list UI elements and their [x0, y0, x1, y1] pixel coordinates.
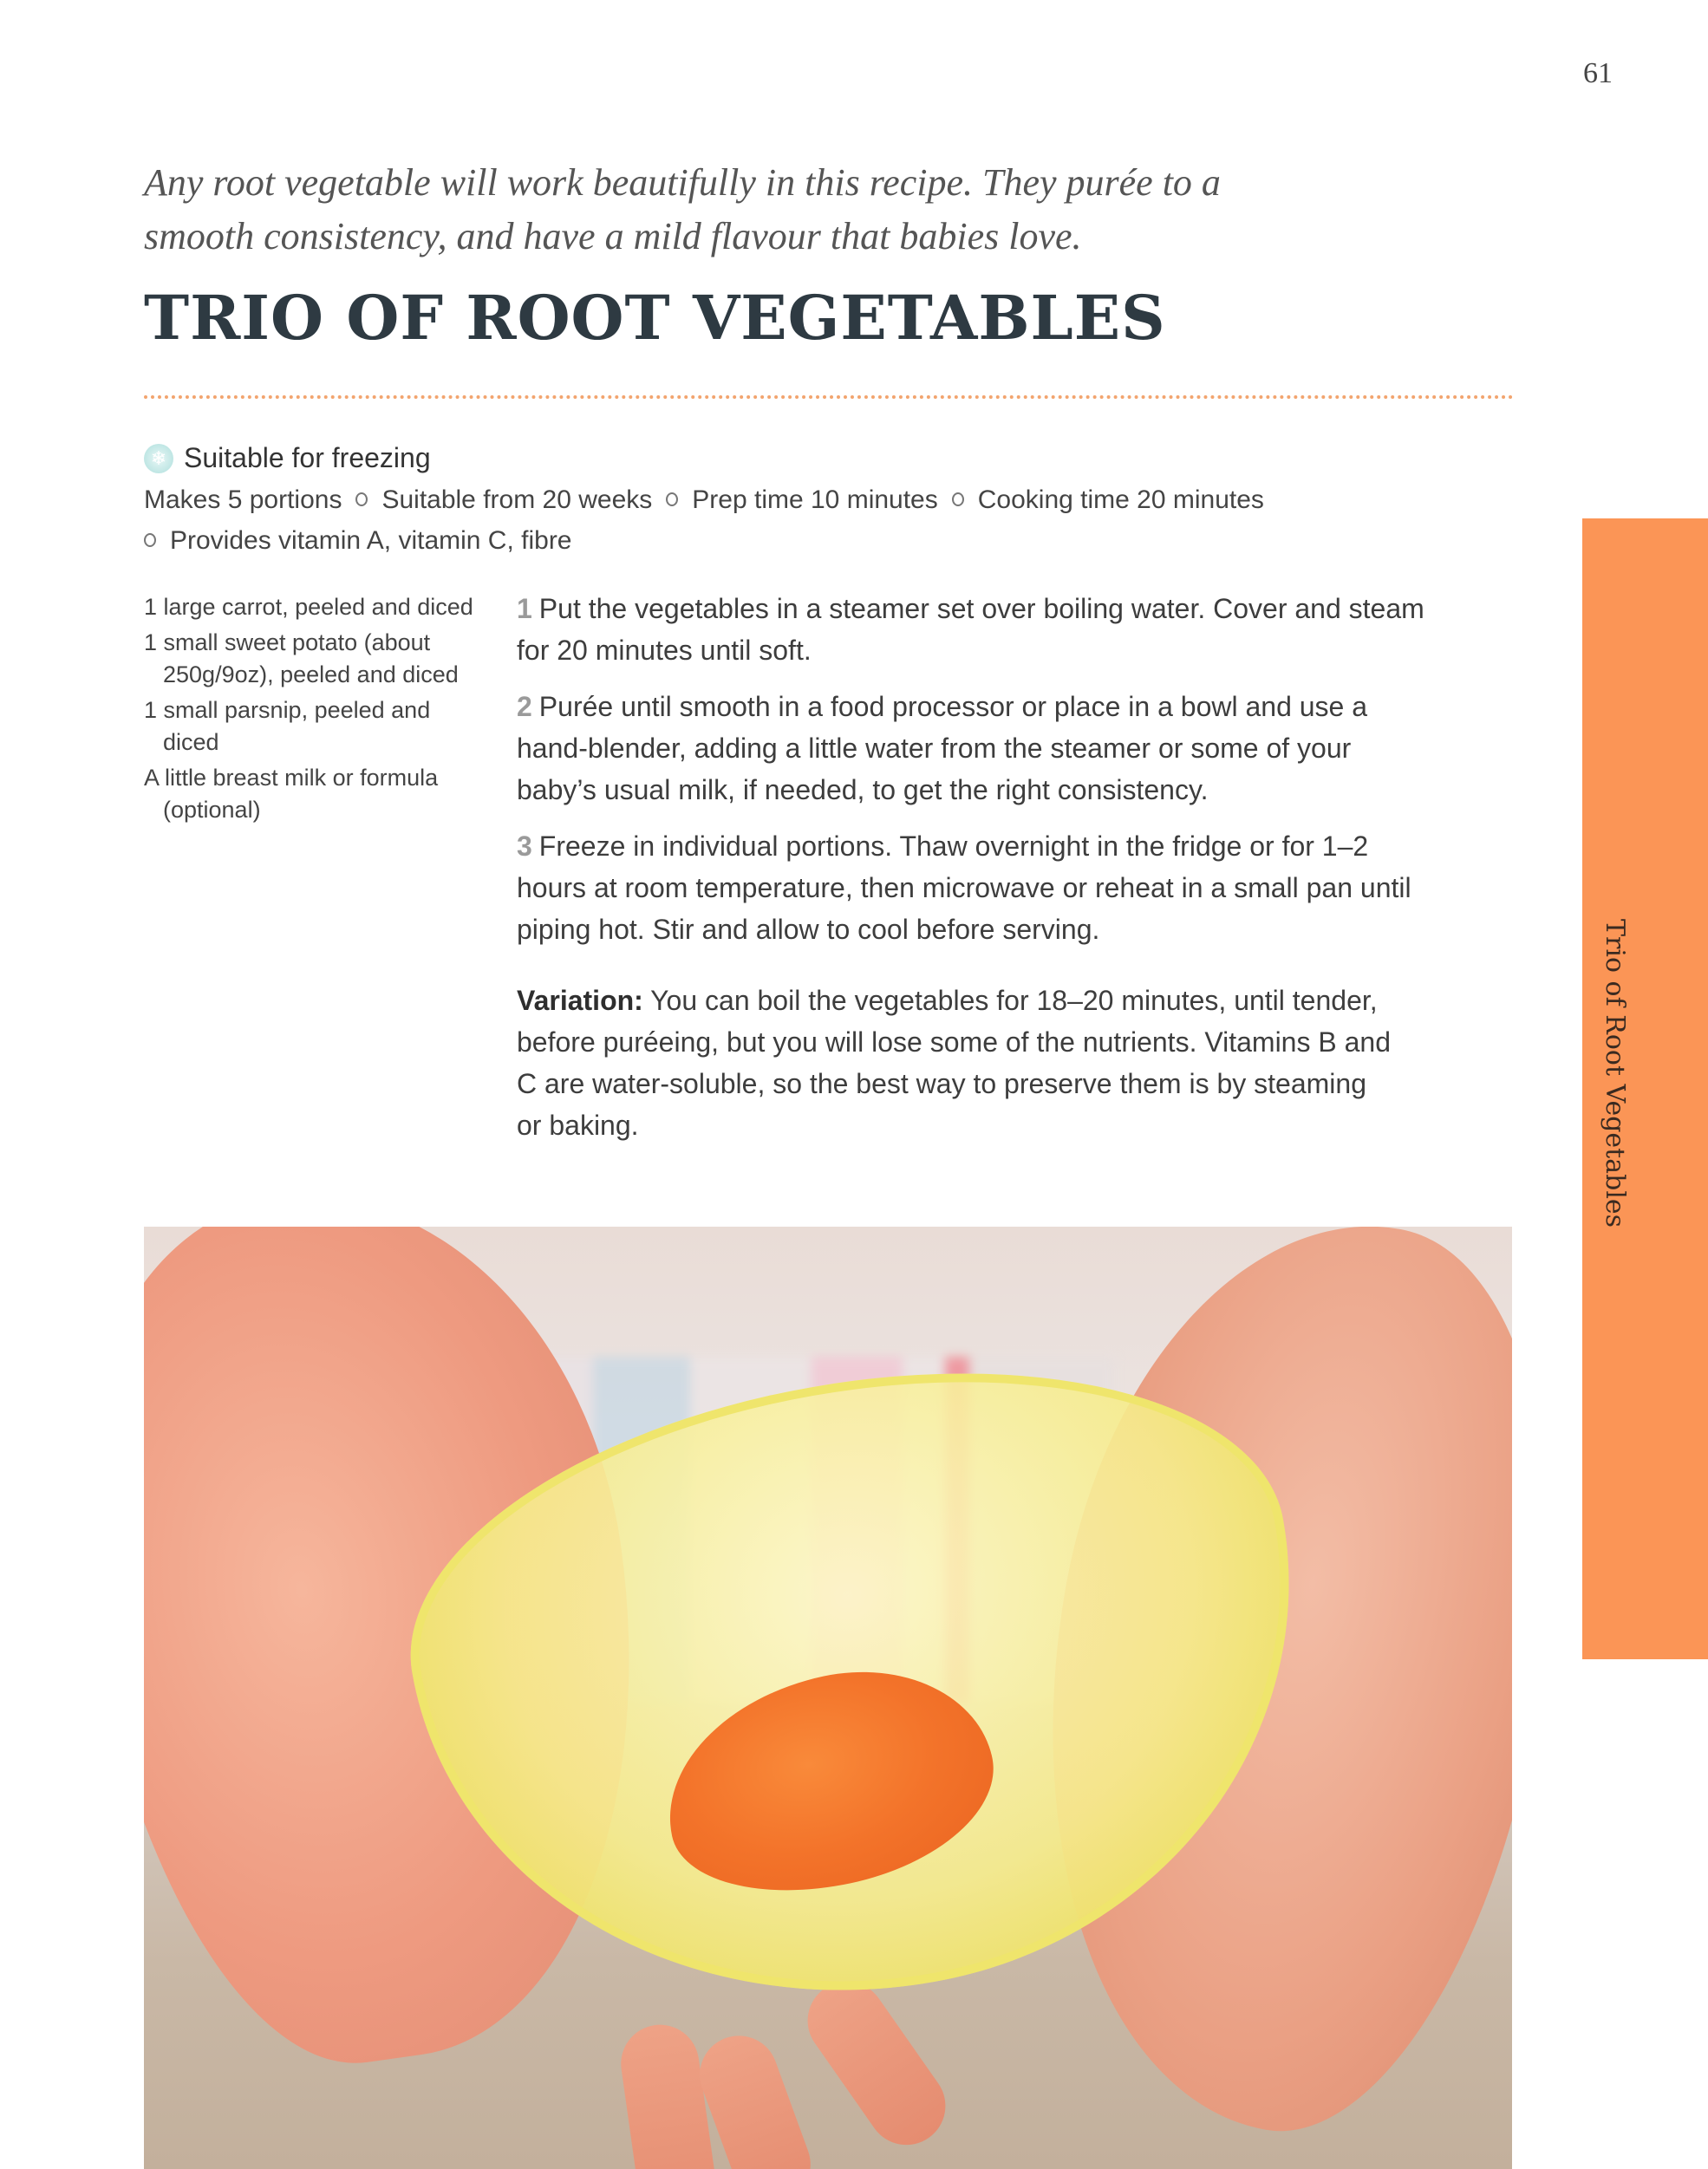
dotted-divider — [144, 395, 1514, 399]
photo-finger — [792, 1966, 961, 2160]
step-text: Purée until smooth in a food processor or place in a bowl and use a hand-blender, adding a little water from the steamer or some of your baby’s usual milk, if needed, to get the right consistency. — [517, 691, 1368, 805]
freezing-note — [144, 442, 431, 474]
freezing-label: Suitable for freezing — [184, 442, 431, 473]
step-number: 2 — [517, 691, 532, 722]
method-steps — [517, 588, 1427, 965]
recipe-meta — [144, 479, 1375, 561]
bullet-icon — [666, 492, 678, 506]
ingredient-item: A little breast milk or formula (optional) — [144, 765, 439, 823]
meta-portions: Makes 5 portions — [144, 485, 342, 514]
method-step — [517, 588, 1427, 671]
bullet-icon — [355, 492, 368, 506]
recipe-intro: Any root vegetable will work beautifully in this recipe. They purée to a smooth consistency, and have a mild flavour that babies love. — [144, 161, 1221, 257]
side-tab-label: Trio of Root Vegetables — [1600, 919, 1630, 1228]
ingredient-item: 1 small sweet potato (about 250g/9oz), peeled and diced — [144, 629, 459, 687]
bullet-icon — [144, 533, 156, 547]
meta-nutrients: Provides vitamin A, vitamin C, fibre — [170, 526, 572, 555]
ingredient-item: 1 small parsnip, peeled and diced — [144, 697, 431, 755]
variation-label: Variation: — [517, 985, 643, 1016]
step-text: Put the vegetables in a steamer set over boiling water. Cover and steam for 20 minutes until soft. — [517, 593, 1424, 666]
ingredients-list — [144, 591, 473, 830]
snowflake-icon: ❄ — [144, 444, 173, 473]
recipe-photo — [144, 1227, 1512, 2169]
variation-text: You can boil the vegetables for 18–20 minutes, until tender, before puréeing, but you will lose some of the nutrients. Vitamins B and C are water-soluble, so the best way to preserve them is by steaming or baking. — [517, 985, 1391, 1141]
step-number: 1 — [517, 593, 532, 624]
method-step — [517, 686, 1427, 811]
method-step — [517, 825, 1427, 950]
step-text: Freeze in individual portions. Thaw overnight in the fridge or for 1–2 hours at room temperature, then microwave or reheat in a small pan until piping hot. Stir and allow to cool before serving. — [517, 830, 1411, 945]
bullet-icon — [952, 492, 964, 506]
step-number: 3 — [517, 830, 532, 862]
meta-cooking-time: Cooking time 20 minutes — [977, 485, 1264, 514]
meta-prep-time: Prep time 10 minutes — [692, 485, 938, 514]
meta-suitable-from: Suitable from 20 weeks — [381, 485, 653, 514]
page-number: 61 — [1583, 57, 1613, 89]
variation-note — [517, 980, 1392, 1146]
ingredient-item: 1 large carrot, peeled and diced — [144, 594, 473, 620]
recipe-title: TRIO OF ROOT VEGETABLES — [144, 282, 1166, 354]
